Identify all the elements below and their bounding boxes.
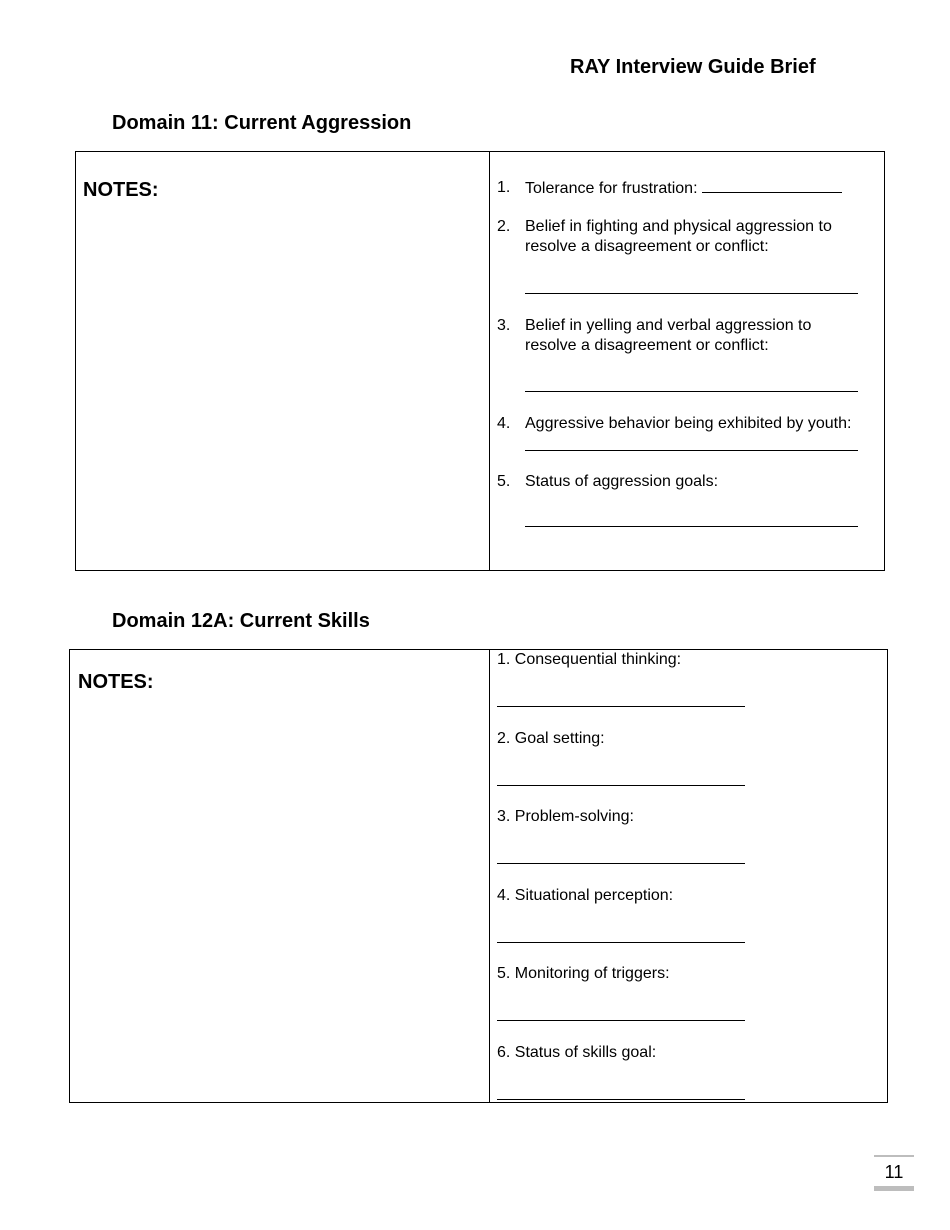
item-text: Tolerance for frustration: <box>525 180 702 197</box>
answer-line <box>525 391 858 392</box>
item-text-line-2: resolve a disagreement or conflict: <box>525 337 769 354</box>
answer-line <box>497 1099 745 1100</box>
domain-11-title: Domain 11: Current Aggression <box>112 112 412 134</box>
item-number: 2. <box>497 218 511 235</box>
skills-item-1: 1. Consequential thinking: <box>497 651 682 668</box>
answer-line <box>525 293 858 294</box>
item-text-line-2: resolve a disagreement or conflict: <box>525 238 769 255</box>
item-number: 1. <box>497 179 511 196</box>
item-text-line-1: Belief in fighting and physical aggression to <box>525 218 832 235</box>
skills-item-2: 2. Goal setting: <box>497 730 605 747</box>
document-header-title: RAY Interview Guide Brief <box>570 56 816 78</box>
item-text: Status of aggression goals: <box>525 473 719 490</box>
answer-line <box>497 942 745 943</box>
item-number: 5. <box>497 473 511 490</box>
answer-line <box>497 1020 745 1021</box>
answer-line <box>525 450 858 451</box>
answer-line <box>497 706 745 707</box>
domain-12a-table <box>69 649 888 1103</box>
answer-line <box>497 863 745 864</box>
skills-item-4: 4. Situational perception: <box>497 887 674 904</box>
table-divider <box>489 650 490 1102</box>
answer-line <box>525 526 858 527</box>
item-text-line-1: Belief in yelling and verbal aggression to <box>525 317 812 334</box>
domain-12a-title: Domain 12A: Current Skills <box>112 610 370 632</box>
item-number: 4. <box>497 415 511 432</box>
answer-line <box>497 785 745 786</box>
domain-11-table <box>75 151 885 571</box>
skills-item-5: 5. Monitoring of triggers: <box>497 965 670 982</box>
skills-item-6: 6. Status of skills goal: <box>497 1044 657 1061</box>
page-number: 11 <box>874 1155 914 1191</box>
domain-11-notes-label: NOTES: <box>83 179 159 201</box>
item-number: 3. <box>497 317 511 334</box>
answer-blank <box>702 178 842 193</box>
skills-item-3: 3. Problem-solving: <box>497 808 634 825</box>
item-text: Aggressive behavior being exhibited by youth: <box>525 415 852 432</box>
table-divider <box>489 152 490 570</box>
domain-12a-notes-label: NOTES: <box>78 671 154 693</box>
